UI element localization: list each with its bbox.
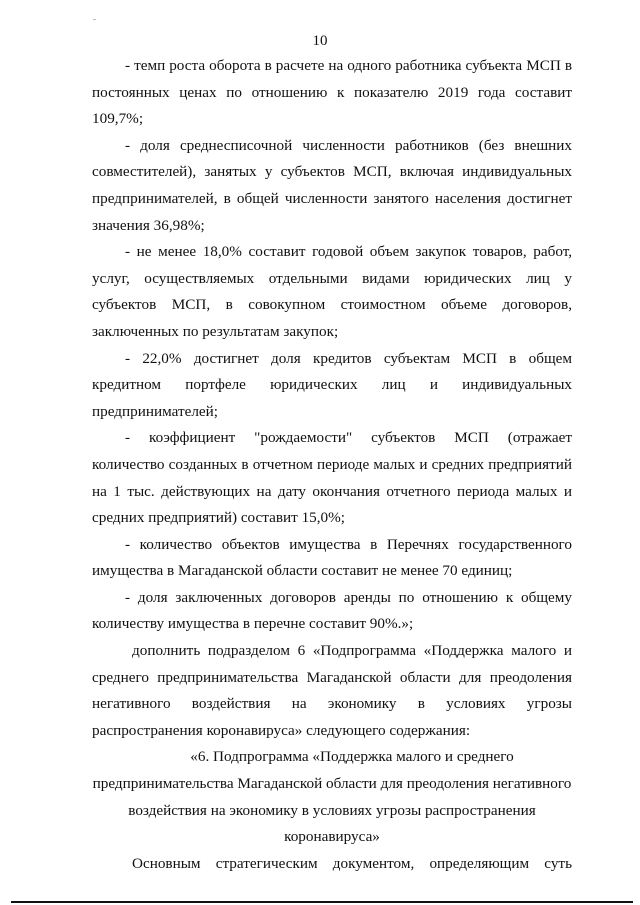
paragraph-add-subsection: дополнить подразделом 6 «Подпрограмма «Поддержка малого и среднего предпринимательства Магаданской области для преодоления негативного воздействия на экономику в условиях угрозы распространения коронавируса» следующего содержания: [92, 642, 572, 739]
paragraph-employment-share: - доля среднесписочной численности работников (без внешних совместителей), занятых у субъектов МСП, включая индивидуальных предпринимателей, в общей численности занятого населения достигнет значения 36,98%; [92, 136, 572, 234]
heading-line: предпринимательства Магаданской области для преодоления негативного [92, 775, 572, 793]
paragraph-lease-share: - доля заключенных договоров аренды по отношению к общему количеству имущества в перечне составит 90%.»; [92, 588, 572, 633]
document-body [92, 53, 572, 877]
scan-artifact [93, 19, 96, 20]
paragraph-birth-rate: - коэффициент "рождаемости" субъектов МСП (отражает количество созданных в отчетном периоде малых и средних предприятий на 1 тыс. действующих на дату окончания отчетного периода малых и средних предприятий) составит 15,0%; [92, 429, 572, 527]
paragraph-credit-share: - 22,0% достигнет доля кредитов субъектам МСП в общем кредитном портфеле юридических лиц и индивидуальных предпринимателей; [92, 349, 572, 420]
paragraph-strategic-document: Основным стратегическим документом, определяющим суть [132, 854, 572, 872]
paragraph-turnover-growth: - темп роста оборота в расчете на одного работника субъекта МСП в постоянных ценах по отношению к показателю 2019 года составит 109,7%; [92, 57, 572, 128]
heading-line: «6. Подпрограмма «Поддержка малого и среднего [190, 748, 514, 766]
paragraph-property-count: - количество объектов имущества в Перечнях государственного имущества в Магаданской области составит не менее 70 единиц; [92, 535, 572, 580]
page-bottom-edge [11, 901, 633, 903]
paragraph-procurement-share: - не менее 18,0% составит годовой объем закупок товаров, работ, услуг, осуществляемых отдельными видами юридических лиц у субъектов МСП, в совокупном стоимостном объеме договоров, заключенных по результатам закупок; [92, 243, 572, 340]
subsection-heading [92, 744, 572, 850]
heading-line: коронавируса» [284, 828, 380, 846]
heading-line: воздействия на экономику в условиях угрозы распространения [128, 801, 536, 819]
page-number: 10 [312, 33, 328, 49]
